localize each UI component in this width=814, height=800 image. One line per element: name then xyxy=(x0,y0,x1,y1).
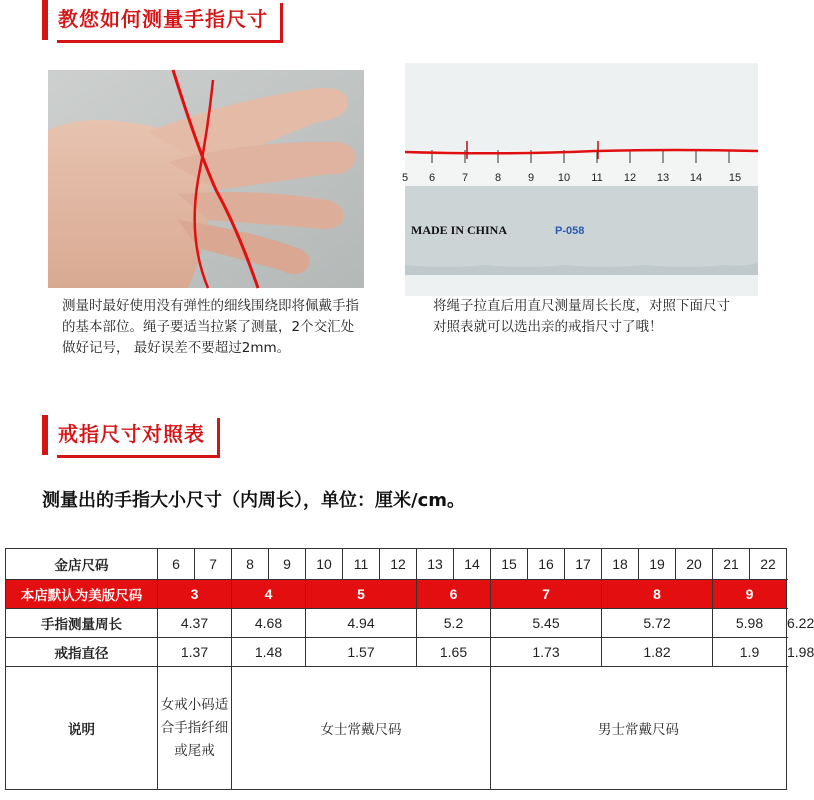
ring-size-table xyxy=(5,548,814,790)
table-cell: 13 xyxy=(417,549,454,580)
ruler-number: 15 xyxy=(728,172,742,184)
ruler-number: 13 xyxy=(656,172,670,184)
row-label: 说明 xyxy=(6,667,158,790)
table-cell: 5.98 xyxy=(713,609,787,638)
table-cell: 1.48 xyxy=(232,638,306,667)
table-cell: 1.9 xyxy=(713,638,787,667)
ruler-number: 8 xyxy=(494,172,502,184)
hand-illustration xyxy=(48,70,364,288)
row-label: 手指测量周长 xyxy=(6,609,158,638)
table-cell: 7 xyxy=(491,580,602,609)
table-cell: 8 xyxy=(232,549,269,580)
header-accent-bar xyxy=(42,415,48,455)
ruler-number: 5 xyxy=(401,172,409,184)
step1-caption: 测量时最好使用没有弹性的细线围绕即将佩戴手指的基本部位。绳子要适当拉紧了测量，2个交汇处做好记号， 最好误差不要超过2mm。 xyxy=(62,298,359,356)
table-row-ring-diameter: 戒指直径 1.37 1.48 1.57 1.65 1.73 1.82 1.9 1.98 xyxy=(6,638,787,667)
note-small-women: 女戒小码适合手指纤细或尾戒 xyxy=(158,667,232,790)
ruler-number: 11 xyxy=(591,172,603,184)
table-cell: 7 xyxy=(195,549,232,580)
step2-caption: 将绳子拉直后用直尺测量周长长度，对照下面尺寸对照表就可以选出亲的戒指尺寸了哦！ xyxy=(433,298,730,335)
table-cell: 1.73 xyxy=(491,638,602,667)
table-cell: 1.82 xyxy=(602,638,713,667)
table-cell: 10 xyxy=(306,549,343,580)
ruler-number: 6 xyxy=(428,172,436,184)
table-cell: 19 xyxy=(639,549,676,580)
table-cell: 14 xyxy=(454,549,491,580)
ruler-brand-text: MADE IN CHINA xyxy=(411,223,507,237)
table-cell: 5.45 xyxy=(491,609,602,638)
table-cell: 16 xyxy=(528,549,565,580)
table-row-notes xyxy=(6,667,787,790)
row-label: 戒指直径 xyxy=(6,638,158,667)
table-row-us-size: 本店默认为美版尺码 3 4 5 6 7 8 9 10 xyxy=(6,580,787,609)
note-men-common: 男士常戴尺码 xyxy=(491,667,787,790)
table-cell: 5.72 xyxy=(602,609,713,638)
ruler-illustration xyxy=(401,63,758,296)
ruler-number: 9 xyxy=(527,172,535,184)
table-cell: 6 xyxy=(158,549,195,580)
table-row-finger-circumference: 手指测量周长 4.37 4.68 4.94 5.2 5.45 5.72 5.98 6.22 xyxy=(6,609,787,638)
note-women-common: 女士常戴尺码 xyxy=(232,667,491,790)
table-cell: 17 xyxy=(565,549,602,580)
table-cell: 4 xyxy=(232,580,306,609)
table-row-gold-store-size xyxy=(6,549,787,580)
table-cell: 1.65 xyxy=(417,638,491,667)
header-accent-bar xyxy=(42,0,48,40)
row-label: 金店尺码 xyxy=(6,549,158,580)
table-cell: 1.37 xyxy=(158,638,232,667)
table-cell: 9 xyxy=(713,580,787,609)
ruler-number: 10 xyxy=(557,172,571,184)
table-cell: 12 xyxy=(380,549,417,580)
ruler-number: 12 xyxy=(623,172,637,184)
table-cell: 9 xyxy=(269,549,306,580)
section-header-measure xyxy=(42,0,280,40)
table-cell: 4.94 xyxy=(306,609,417,638)
table-cell: 4.68 xyxy=(232,609,306,638)
ruler-number: 14 xyxy=(689,172,703,184)
table-cell: 5.2 xyxy=(417,609,491,638)
table-cell: 15 xyxy=(491,549,528,580)
ruler-code-text: P-058 xyxy=(555,225,585,237)
unit-subtitle: 测量出的手指大小尺寸（内周长），单位：厘米/cm。 xyxy=(42,490,465,511)
table-cell: 5 xyxy=(306,580,417,609)
table-cell: 3 xyxy=(158,580,232,609)
section-header-size-chart xyxy=(42,415,217,455)
table-cell: 1.57 xyxy=(306,638,417,667)
table-cell: 21 xyxy=(713,549,750,580)
table-cell: 8 xyxy=(602,580,713,609)
hand-measure-photo xyxy=(48,70,364,288)
table-cell: 4.37 xyxy=(158,609,232,638)
table-cell: 18 xyxy=(602,549,639,580)
section-title-measure: 教您如何测量手指尺寸 xyxy=(54,0,280,40)
row-label: 本店默认为美版尺码 xyxy=(6,580,158,609)
ruler-number: 7 xyxy=(461,172,469,184)
table-cell: 11 xyxy=(343,549,380,580)
ruler-measure-photo xyxy=(401,63,758,296)
section-title-size-chart: 戒指尺寸对照表 xyxy=(54,415,217,455)
table-cell: 20 xyxy=(676,549,713,580)
table-cell: 6 xyxy=(417,580,491,609)
table-cell: 22 xyxy=(750,549,787,580)
